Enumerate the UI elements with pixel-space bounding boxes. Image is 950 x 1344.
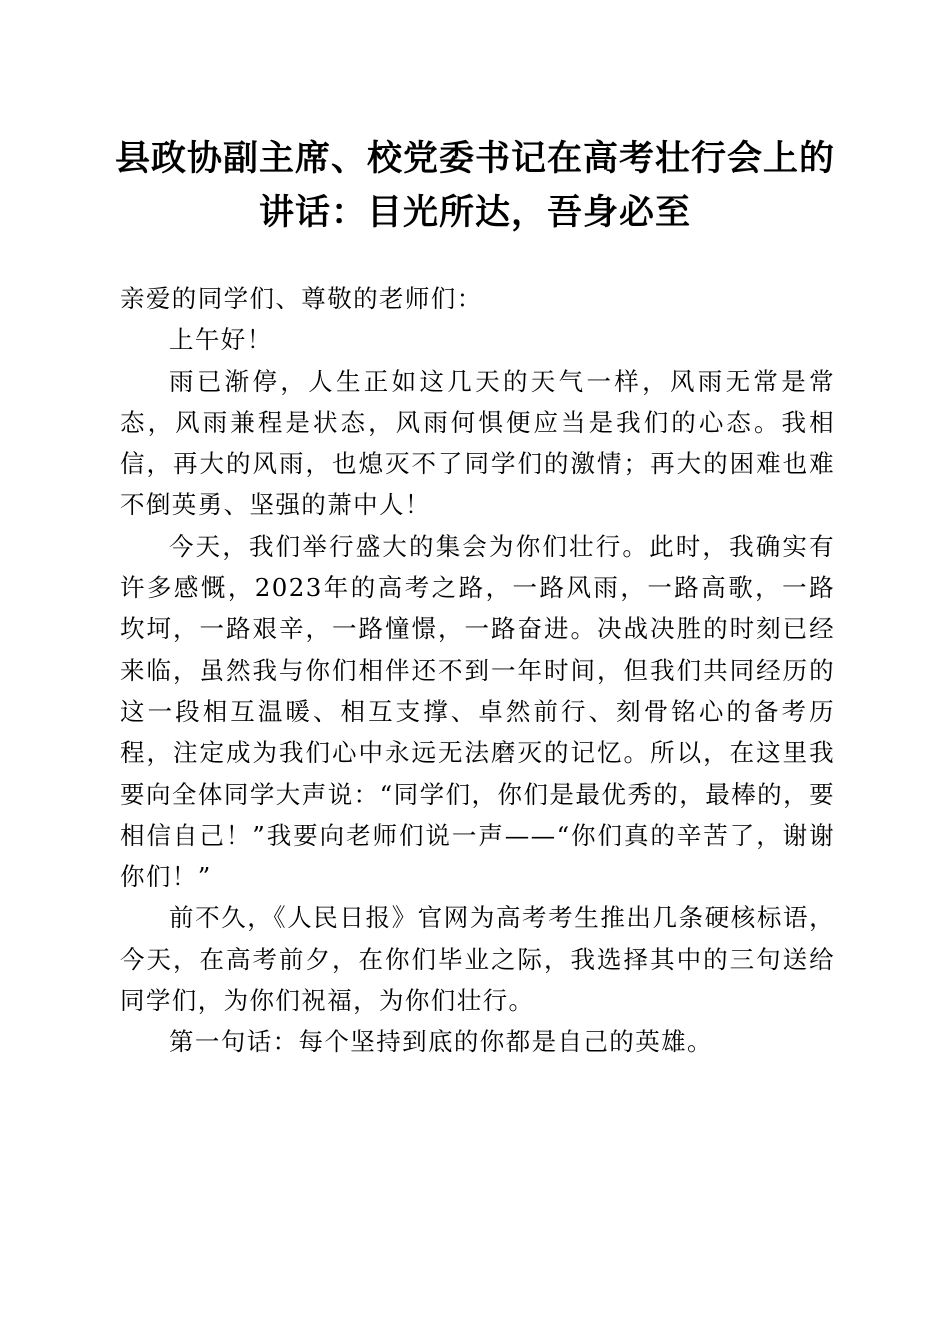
- paragraph: 雨已渐停，人生正如这几天的天气一样，风雨无常是常态，风雨兼程是状态，风雨何惧便应当是我们的心态。我相信，再大的风雨，也熄灭不了同学们的激情；再大的困难也难不倒英勇、坚强的萧中人！: [120, 366, 835, 520]
- document-body: [120, 278, 835, 1063]
- paragraph: 第一句话：每个坚持到底的你都是自己的英雄。: [169, 1027, 713, 1057]
- salutation: 亲爱的同学们、尊敬的老师们：: [120, 284, 483, 313]
- title-line-2: 讲话：目光所达，吾身必至: [258, 192, 691, 233]
- greeting: 上午好！: [169, 325, 273, 355]
- paragraph: 前不久，《人民日报》官网为高考考生推出几条硬核标语，今天，在高考前夕，在你们毕业之际，我选择其中的三句送给同学们，为你们祝福，为你们壮行。: [120, 903, 835, 1016]
- title-line-1: 县政协副主席、校党委书记在高考壮行会上的: [114, 138, 835, 179]
- document-title: [100, 132, 850, 240]
- paragraph: 今天，我们举行盛大的集会为你们壮行。此时，我确实有许多感慨，2023年的高考之路，一路风雨，一路高歌，一路坎坷，一路艰辛，一路憧憬，一路奋进。决战决胜的时刻已经来临，虽然我与你们相伴还不到一年时间，但我们共同经历的这一段相互温暖、相互支撑、卓然前行、刻骨铭心的备考历程，注定成为我们心中永远无法磨灭的记忆。所以，在这里我要向全体同学大声说：“同学们，你们是最优秀的，最棒的，要相信自己！”我要向老师们说一声——“你们真的辛苦了，谢谢你们！”: [120, 531, 835, 892]
